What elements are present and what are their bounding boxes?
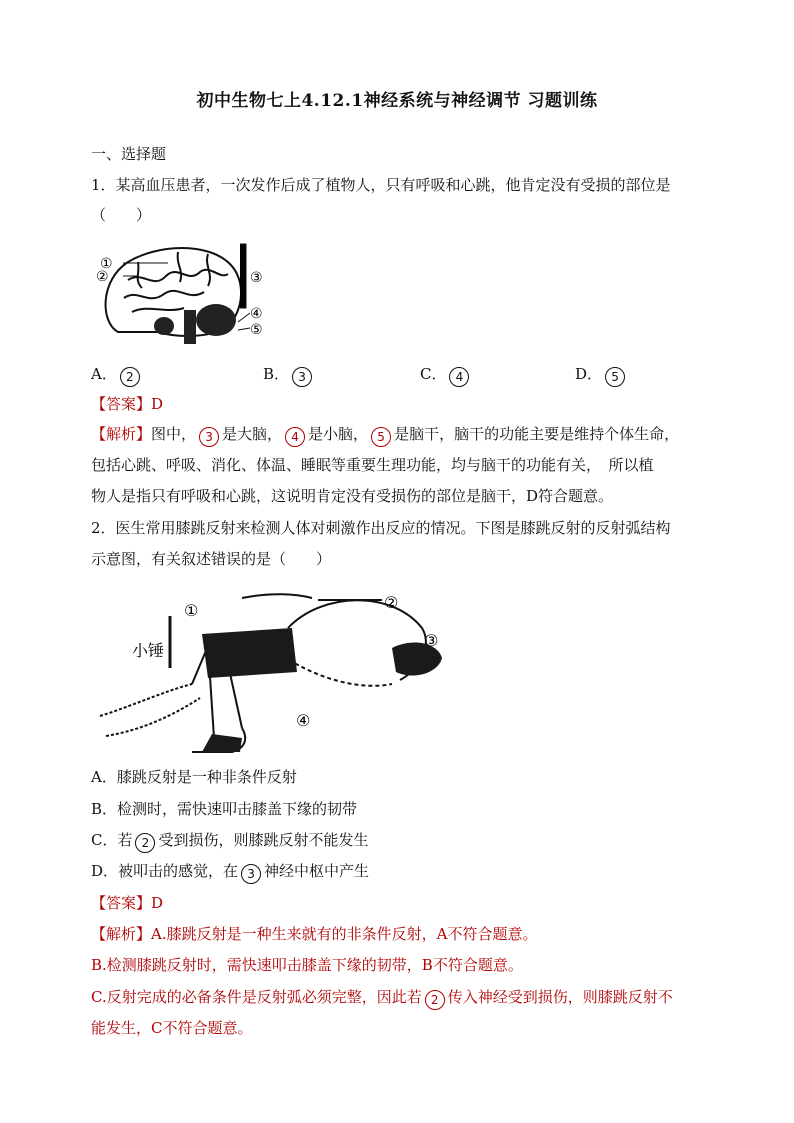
reflex-label-4: ④	[296, 711, 311, 730]
q1-stem-line2: （ ）	[91, 206, 152, 224]
circled-number: 3	[199, 427, 219, 447]
circled-number: 3	[292, 367, 312, 387]
q1-analysis-line3: 物人是指只有呼吸和心跳，这说明肯定没有受损伤的部位是脑干，D符合题意。	[91, 487, 614, 505]
q2-option-a: A．膝跳反射是一种非条件反射	[91, 768, 297, 786]
q2-stem-line2: 示意图，有关叙述错误的是（ ）	[91, 550, 332, 568]
q1-option-b: B． 3	[263, 363, 315, 387]
q1-option-c: C． 4	[420, 363, 472, 387]
reflex-label-3: ③	[424, 631, 439, 650]
section-heading: 一、选择题	[91, 145, 167, 163]
q1-stem-line1: 1．某高血压患者，一次发作后成了植物人，只有呼吸和心跳，他肯定没有受损的部位是	[91, 176, 671, 194]
circled-number: 2	[135, 833, 155, 853]
q1-answer: 【答案】D	[91, 395, 164, 413]
brain-label-4: ④	[250, 306, 263, 322]
circled-number: 4	[449, 367, 469, 387]
brain-label-3: ③	[250, 270, 263, 286]
q2-answer: 【答案】D	[91, 894, 164, 912]
reflex-label-2: ②	[384, 593, 399, 612]
circled-number: 5	[371, 427, 391, 447]
knee-reflex-figure	[92, 588, 452, 764]
q1-analysis-line1: 【解析】图中， 3 是大脑， 4 是小脑， 5 是脑干，脑干的功能主要是维持个体生命，	[91, 424, 679, 447]
circled-number: 2	[425, 990, 445, 1010]
brain-figure	[88, 240, 278, 352]
q2-analysis-c1: C.反射完成的必备条件是反射弧必须完整，因此若 2 传入神经受到损伤，则膝跳反射不	[91, 987, 673, 1010]
circled-number: 3	[241, 864, 261, 884]
hammer-label: 小锤	[132, 641, 165, 660]
brain-label-1: ①	[100, 256, 113, 272]
q2-option-d: D．被叩击的感觉，在 3 神经中枢中产生	[91, 861, 369, 884]
thigh-drawing	[202, 628, 442, 752]
q2-option-c: C．若 2 受到损伤，则膝跳反射不能发生	[91, 830, 369, 853]
q2-analysis-c2: 能发生，C不符合题意。	[91, 1019, 253, 1037]
page-title: 初中生物七上4.12.1神经系统与神经调节 习题训练	[196, 91, 598, 111]
reflex-label-1: ①	[184, 601, 199, 620]
q1-option-d: D． 5	[575, 363, 628, 387]
q1-option-a: A． 2	[91, 363, 143, 387]
q2-stem-line1: 2．医生常用膝跳反射来检测人体对刺激作出反应的情况。下图是膝跳反射的反射弧结构	[91, 519, 671, 537]
q2-option-b: B．检测时，需快速叩击膝盖下缘的韧带	[91, 800, 358, 818]
circled-number: 4	[285, 427, 305, 447]
brain-label-5: ⑤	[250, 322, 263, 338]
circled-number: 5	[605, 367, 625, 387]
q2-analysis-b: B.检测膝跳反射时，需快速叩击膝盖下缘的韧带，B不符合题意。	[91, 956, 523, 974]
q2-analysis-a: 【解析】A.膝跳反射是一种生来就有的非条件反射，A不符合题意。	[91, 925, 538, 943]
q1-analysis-line2: 包括心跳、呼吸、消化、体温、睡眠等重要生理功能，均与脑干的功能有关， 所以植	[91, 456, 654, 474]
circled-number: 2	[120, 367, 140, 387]
brain-label-2: ②	[96, 269, 109, 285]
